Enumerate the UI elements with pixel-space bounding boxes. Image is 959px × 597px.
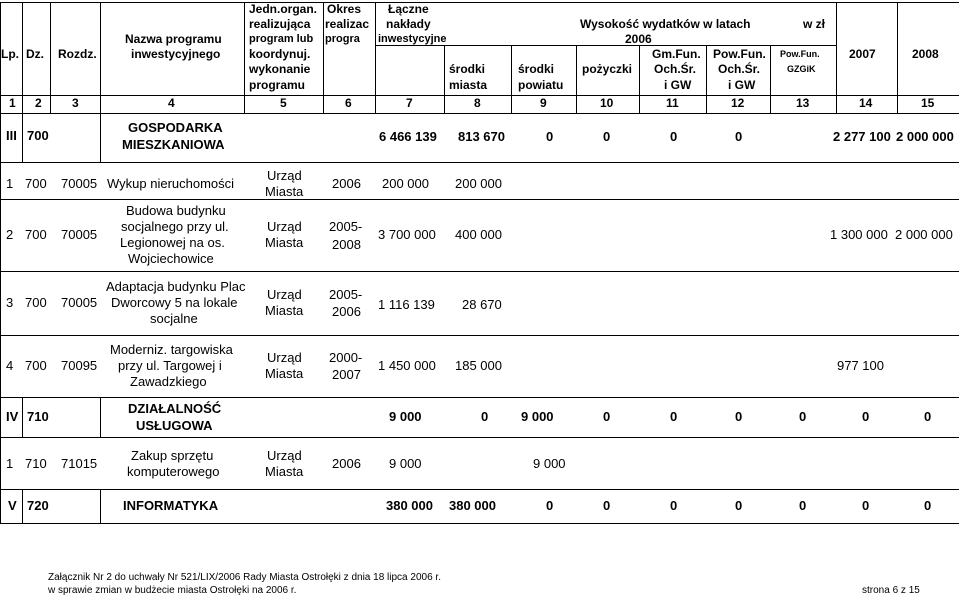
row-2007: 2 277 100 bbox=[833, 129, 891, 144]
header-2006: 2006 bbox=[625, 32, 652, 46]
row-okres: 2006 bbox=[332, 304, 361, 319]
row-lp: III bbox=[6, 128, 17, 143]
row-jedn: Miasta bbox=[265, 303, 304, 318]
header-2007: 2007 bbox=[849, 47, 876, 61]
row-2008: 0 bbox=[924, 409, 932, 424]
row-total: 3 700 000 bbox=[378, 227, 436, 242]
header-nazwa: Nazwa programu bbox=[125, 32, 222, 46]
header-srodki-miasta-2: miasta bbox=[449, 78, 488, 92]
row-name: GOSPODARKA bbox=[128, 120, 223, 135]
colnum: 7 bbox=[406, 96, 413, 110]
row-total: 1 450 000 bbox=[378, 358, 436, 373]
row-gzgik: 0 bbox=[799, 409, 807, 424]
row-jedn: Urząd bbox=[267, 448, 302, 463]
row-name: Moderniz. targowiska bbox=[110, 342, 233, 357]
row-name: Legionowej na os. bbox=[120, 235, 225, 250]
header-powfun-2: Och.Śr. bbox=[718, 62, 761, 76]
row-srodki-powiatu: 9 000 bbox=[533, 456, 566, 471]
row-name: Zawadzkiego bbox=[130, 374, 207, 389]
colnum: 14 bbox=[859, 96, 873, 110]
header-nazwa-2: inwestycyjnego bbox=[131, 47, 221, 61]
header-powfun-3: i GW bbox=[728, 78, 756, 92]
colnum: 5 bbox=[280, 96, 287, 110]
row-dz: 700 bbox=[25, 227, 47, 242]
colnum: 15 bbox=[921, 96, 935, 110]
row-gmfun: 0 bbox=[670, 409, 678, 424]
header-jedn-6: programu bbox=[249, 78, 306, 92]
row-rozdz: 70005 bbox=[61, 295, 98, 310]
row-name: Budowa budynku bbox=[126, 203, 226, 218]
row-2007: 977 100 bbox=[837, 358, 884, 373]
row-powfun: 0 bbox=[735, 409, 743, 424]
colnum: 12 bbox=[731, 96, 745, 110]
header-gmfun-1: Gm.Fun. bbox=[652, 47, 701, 61]
footer-line-1: Załącznik Nr 2 do uchwały Nr 521/LIX/2006 Rady Miasta Ostrołęki z dnia 18 lipca 2006 r. bbox=[48, 572, 441, 583]
header-rozdz: Rozdz. bbox=[58, 47, 97, 61]
header-dz: Dz. bbox=[26, 47, 44, 61]
row-name: przy ul. Targowej i bbox=[118, 358, 222, 373]
row-rozdz: 70005 bbox=[61, 176, 98, 191]
row-srodki-miasta: 400 000 bbox=[455, 227, 502, 242]
row-jedn: Miasta bbox=[265, 366, 304, 381]
row-lp: V bbox=[8, 498, 17, 513]
row-2007: 0 bbox=[862, 498, 870, 513]
row-lp: IV bbox=[6, 409, 19, 424]
header-lp: Lp. bbox=[1, 47, 19, 61]
row-rozdz: 70005 bbox=[61, 227, 98, 242]
row-dz: 700 bbox=[27, 128, 49, 143]
header-jedn-2: realizująca bbox=[249, 17, 311, 31]
header-okres-1: Okres bbox=[327, 2, 362, 16]
row-name: socjalne bbox=[150, 311, 198, 326]
header-srodki-powiatu-2: powiatu bbox=[518, 78, 564, 92]
row-dz: 710 bbox=[25, 456, 47, 471]
row-dz: 710 bbox=[27, 409, 49, 424]
header-pozyczki: pożyczki bbox=[582, 62, 633, 76]
header-gzgik-1: Pow.Fun. bbox=[780, 49, 820, 59]
header-powfun-1: Pow.Fun. bbox=[713, 47, 766, 61]
row-jedn: Urząd bbox=[267, 168, 302, 183]
row-rozdz: 71015 bbox=[61, 456, 98, 471]
row-jedn: Miasta bbox=[265, 464, 304, 479]
row-okres: 2000- bbox=[329, 350, 363, 365]
row-total: 1 116 139 bbox=[378, 297, 435, 312]
colnum: 11 bbox=[666, 96, 679, 110]
row-name: USŁUGOWA bbox=[136, 418, 213, 433]
row-name: komputerowego bbox=[127, 464, 220, 479]
row-name: INFORMATYKA bbox=[123, 498, 219, 513]
colnum: 6 bbox=[345, 96, 352, 110]
row-okres: 2006 bbox=[332, 176, 361, 191]
row-okres: 2006 bbox=[332, 456, 361, 471]
header-2008: 2008 bbox=[912, 47, 939, 61]
row-srodki-miasta: 200 000 bbox=[455, 176, 502, 191]
row-name: Zakup sprzętu bbox=[131, 448, 214, 463]
header-gmfun-2: Och.Śr. bbox=[654, 62, 697, 76]
row-2007: 0 bbox=[862, 409, 870, 424]
header-jedn-5: wykonanie bbox=[249, 62, 311, 76]
row-total: 380 000 bbox=[386, 498, 433, 513]
row-name: MIESZKANIOWA bbox=[122, 137, 225, 152]
header-wzl: w zł bbox=[803, 17, 826, 31]
colnum: 10 bbox=[600, 96, 614, 110]
row-lp: 1 bbox=[6, 176, 14, 191]
footer-page-number: strona 6 z 15 bbox=[862, 585, 920, 596]
row-srodki-miasta: 185 000 bbox=[455, 358, 502, 373]
row-lp: 1 bbox=[6, 456, 14, 471]
row-lp: 2 bbox=[6, 227, 14, 242]
colnum: 4 bbox=[168, 96, 175, 110]
row-name: Wykup nieruchomości bbox=[107, 176, 235, 191]
row-dz: 700 bbox=[25, 358, 47, 373]
row-2008: 0 bbox=[924, 498, 932, 513]
row-gmfun: 0 bbox=[670, 498, 678, 513]
row-powfun: 0 bbox=[735, 129, 743, 144]
row-okres: 2005- bbox=[329, 219, 363, 234]
row-jedn: Urząd bbox=[267, 219, 302, 234]
row-name: DZIAŁALNOŚĆ bbox=[128, 401, 222, 416]
header-jedn-4: koordynuj. bbox=[249, 47, 311, 61]
colnum: 1 bbox=[9, 96, 16, 110]
row-2008: 2 000 000 bbox=[895, 227, 953, 242]
row-okres: 2007 bbox=[332, 367, 361, 382]
row-pozyczki: 0 bbox=[603, 129, 611, 144]
header-gmfun-3: i GW bbox=[664, 78, 692, 92]
row-name: Wojciechowice bbox=[128, 251, 214, 266]
colnum: 2 bbox=[35, 96, 42, 110]
row-pozyczki: 0 bbox=[603, 409, 611, 424]
row-powfun: 0 bbox=[735, 498, 743, 513]
header-okres-3: progra bbox=[325, 33, 360, 45]
footer-line-2: w sprawie zmian w budżecie miasta Ostrołęki na 2006 r. bbox=[48, 585, 297, 596]
row-gzgik: 0 bbox=[799, 498, 807, 513]
row-okres: 2008 bbox=[332, 237, 361, 252]
row-total: 200 000 bbox=[382, 176, 429, 191]
row-dz: 700 bbox=[25, 295, 47, 310]
row-srodki-miasta: 813 670 bbox=[458, 129, 505, 144]
row-pozyczki: 0 bbox=[603, 498, 611, 513]
header-gzgik-2: GZGiK bbox=[787, 64, 816, 74]
row-srodki-powiatu: 9 000 bbox=[521, 409, 554, 424]
row-total: 6 466 139 bbox=[379, 129, 437, 144]
row-2007: 1 300 000 bbox=[830, 227, 888, 242]
row-srodki-miasta: 28 670 bbox=[462, 297, 502, 312]
colnum: 8 bbox=[474, 96, 481, 110]
row-lp: 4 bbox=[6, 358, 14, 373]
header-laczne-1: Łączne bbox=[388, 2, 429, 16]
row-name: Dworcowy 5 na lokale bbox=[111, 295, 238, 310]
header-laczne-2: nakłady bbox=[386, 17, 431, 31]
row-name: Adaptacja budynku Plac bbox=[106, 279, 246, 294]
row-2008: 2 000 000 bbox=[896, 129, 954, 144]
row-rozdz: 70095 bbox=[61, 358, 98, 373]
row-srodki-miasta: 380 000 bbox=[449, 498, 496, 513]
row-okres: 2005- bbox=[329, 287, 363, 302]
header-srodki-miasta-1: środki bbox=[449, 62, 486, 76]
header-laczne-3: inwestycyjne bbox=[378, 33, 447, 45]
row-gmfun: 0 bbox=[670, 129, 678, 144]
header-wysokosc: Wysokość wydatków w latach bbox=[580, 17, 751, 31]
row-jedn: Miasta bbox=[265, 235, 304, 250]
row-name: socjalnego przy ul. bbox=[121, 219, 229, 234]
header-jedn-1: Jedn.organ. bbox=[249, 2, 318, 16]
row-total: 9 000 bbox=[389, 409, 422, 424]
row-srodki-powiatu: 0 bbox=[546, 498, 554, 513]
row-total: 9 000 bbox=[389, 456, 422, 471]
colnum: 3 bbox=[72, 96, 79, 110]
row-dz: 700 bbox=[25, 176, 47, 191]
header-jedn-3: program lub bbox=[249, 33, 314, 45]
row-jedn: Urząd bbox=[267, 350, 302, 365]
colnum: 13 bbox=[796, 96, 810, 110]
row-srodki-powiatu: 0 bbox=[546, 129, 554, 144]
row-jedn: Urząd bbox=[267, 287, 302, 302]
row-lp: 3 bbox=[6, 295, 14, 310]
header-okres-2: realizac bbox=[325, 17, 370, 31]
row-jedn: Miasta bbox=[265, 184, 304, 199]
header-srodki-powiatu-1: środki bbox=[518, 62, 555, 76]
row-dz: 720 bbox=[27, 498, 49, 513]
row-srodki-miasta: 0 bbox=[481, 409, 489, 424]
colnum: 9 bbox=[540, 96, 547, 110]
